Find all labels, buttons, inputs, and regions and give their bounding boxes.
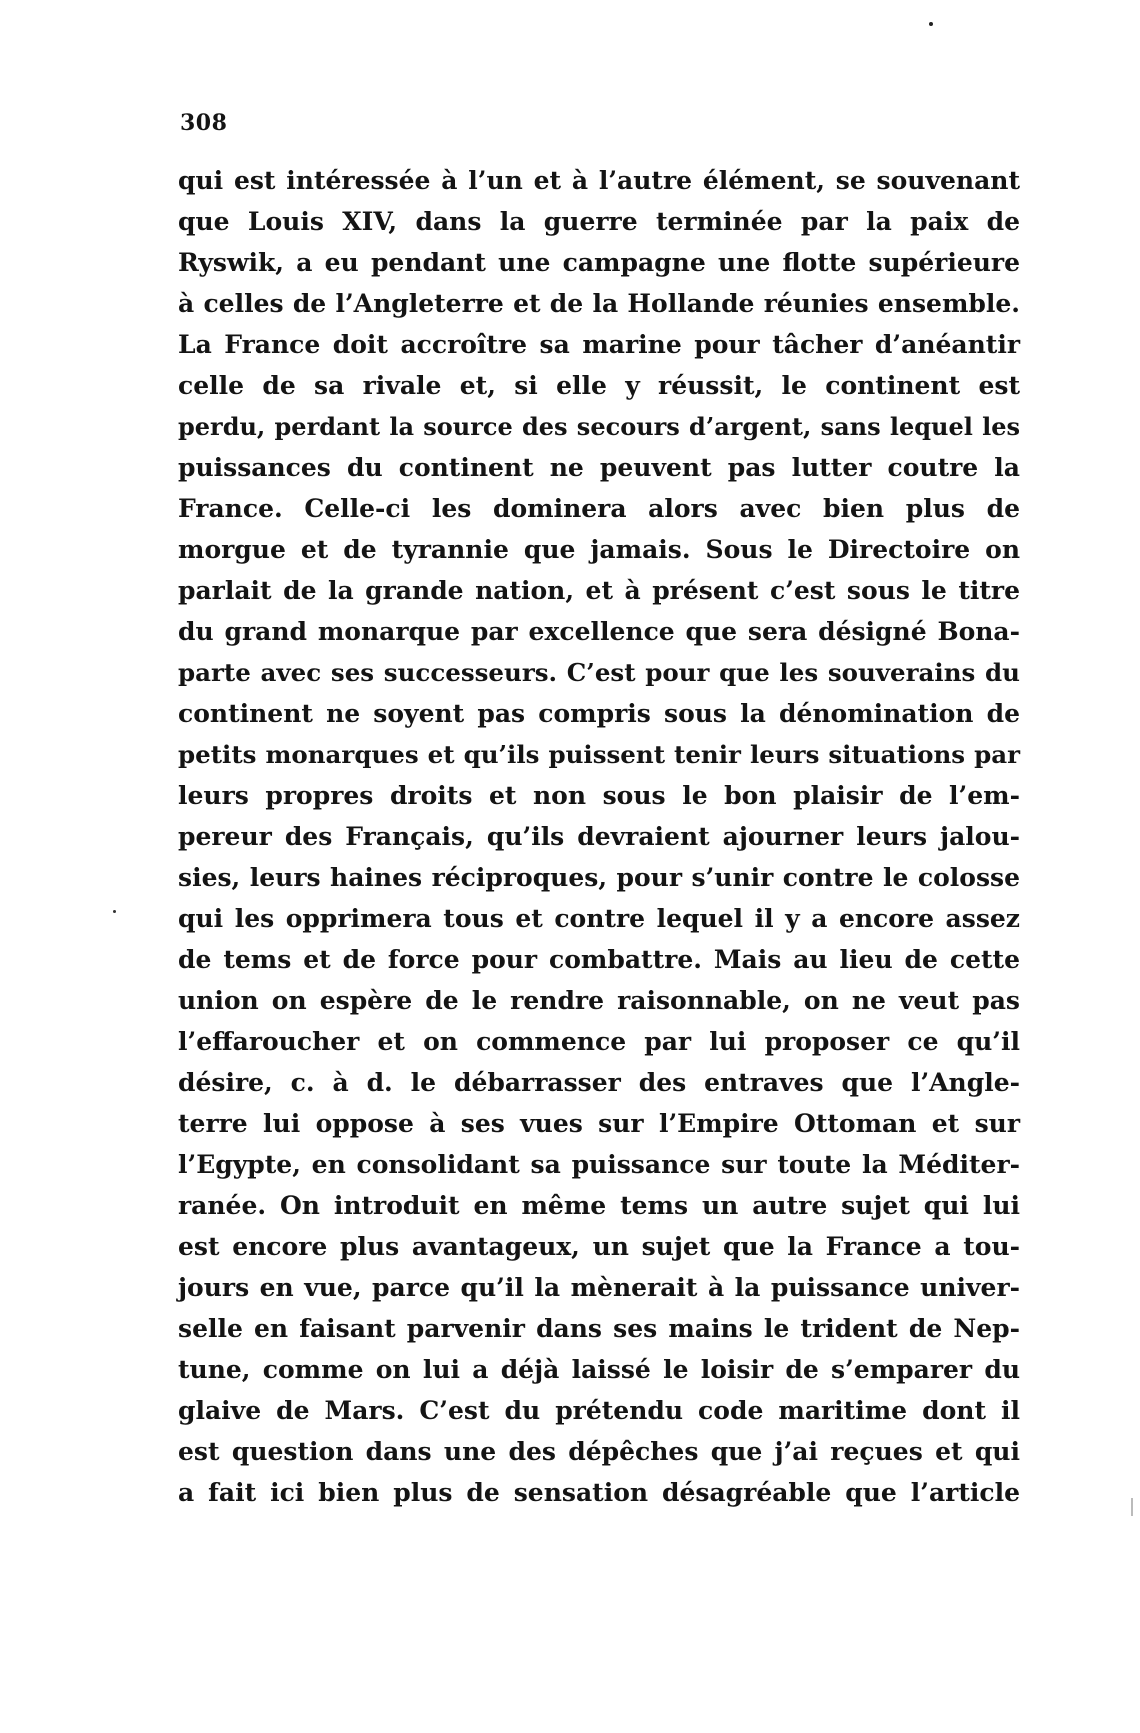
text-line: a fait ici bien plus de sensation désagréable que l’article — [178, 1478, 1020, 1507]
print-speck — [929, 22, 933, 26]
text-line: pereur des Français, qu’ils devraient ajourner leurs jalou- — [178, 822, 1020, 851]
text-line: France. Celle-ci les dominera alors avec bien plus de — [178, 494, 1020, 523]
text-line: La France doit accroître sa marine pour tâcher d’anéantir — [178, 330, 1020, 359]
text-line: qui les opprimera tous et contre lequel il y a encore assez — [178, 904, 1020, 933]
text-line: tune, comme on lui a déjà laissé le loisir de s’emparer du — [178, 1355, 1020, 1384]
scan-edge-mark — [1131, 1498, 1133, 1516]
text-line: de tems et de force pour combattre. Mais au lieu de cette — [178, 945, 1020, 974]
text-line: selle en faisant parvenir dans ses mains le trident de Nep- — [178, 1314, 1020, 1343]
text-line: désire, c. à d. le débarrasser des entraves que l’Angle- — [178, 1068, 1020, 1097]
text-line: ranée. On introduit en même tems un autre sujet qui lui — [178, 1191, 1020, 1220]
text-line: jours en vue, parce qu’il la mènerait à la puissance univer- — [178, 1273, 1020, 1302]
text-line: leurs propres droits et non sous le bon plaisir de l’em- — [178, 781, 1020, 810]
text-line: puissances du continent ne peuvent pas lutter coutre la — [178, 453, 1020, 482]
text-line: parte avec ses successeurs. C’est pour que les souverains du — [178, 658, 1020, 687]
text-line: glaive de Mars. C’est du prétendu code maritime dont il — [178, 1396, 1020, 1425]
text-line: petits monarques et qu’ils puissent tenir leurs situations par — [178, 740, 1020, 769]
text-line: morgue et de tyrannie que jamais. Sous le Directoire on — [178, 535, 1020, 564]
text-line: l’effaroucher et on commence par lui proposer ce qu’il — [178, 1027, 1020, 1056]
text-line: est encore plus avantageux, un sujet que la France a tou- — [178, 1232, 1020, 1261]
margin-speck — [113, 910, 116, 913]
page-number: 308 — [180, 110, 228, 136]
text-line: qui est intéressée à l’un et à l’autre élément, se souvenant — [178, 166, 1020, 195]
text-line: parlait de la grande nation, et à présent c’est sous le titre — [178, 576, 1020, 605]
text-line: est question dans une des dépêches que j’ai reçues et qui — [178, 1437, 1020, 1466]
text-line: sies, leurs haines réciproques, pour s’unir contre le colosse — [178, 863, 1020, 892]
body-text — [178, 160, 1020, 1513]
text-line: l’Egypte, en consolidant sa puissance sur toute la Méditer- — [178, 1150, 1020, 1179]
text-line: Ryswik, a eu pendant une campagne une flotte supérieure — [178, 248, 1020, 277]
text-line: celle de sa rivale et, si elle y réussit, le continent est — [178, 371, 1020, 400]
text-line: union on espère de le rendre raisonnable, on ne veut pas — [178, 986, 1020, 1015]
text-line: continent ne soyent pas compris sous la dénomination de — [178, 699, 1020, 728]
text-line: du grand monarque par excellence que sera désigné Bona- — [178, 617, 1020, 646]
text-line: perdu, perdant la source des secours d’argent, sans lequel les — [178, 412, 1020, 441]
text-line: terre lui oppose à ses vues sur l’Empire Ottoman et sur — [178, 1109, 1020, 1138]
text-line: que Louis XIV, dans la guerre terminée par la paix de — [178, 207, 1020, 236]
text-line: à celles de l’Angleterre et de la Hollande réunies ensemble. — [178, 289, 1020, 318]
